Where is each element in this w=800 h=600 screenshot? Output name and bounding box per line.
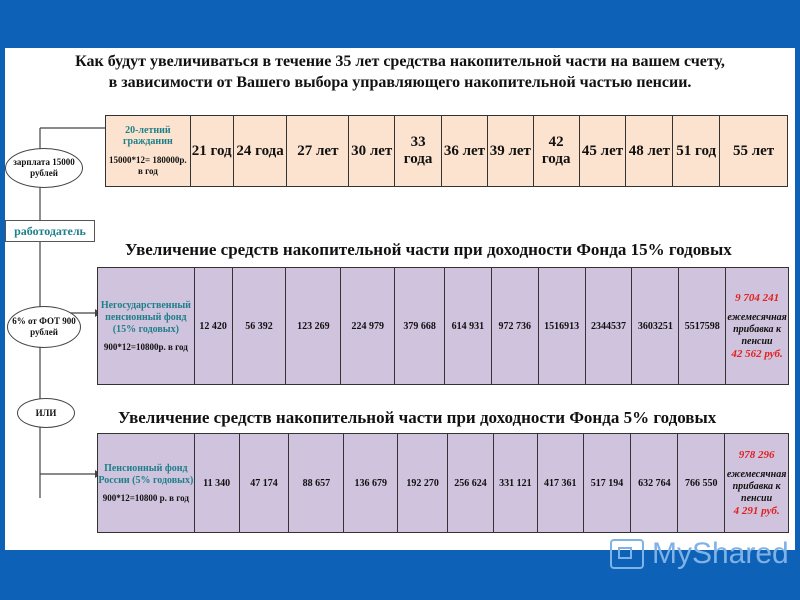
title-line-1: Как будут увеличиваться в течение 35 лет средства накопительной части на вашем счету, (75, 53, 725, 70)
npf-value-cell: 123 269 (286, 268, 341, 384)
fot-oval-text: 6% от ФОТ 900 рублей (12, 316, 76, 337)
pfr-value-cell: 136 679 (344, 434, 398, 532)
age-cell: 42 года (534, 116, 580, 186)
watermark-text: MyShared (652, 537, 789, 570)
npf-label-cell (98, 268, 195, 384)
pfr-final-text: ежемесячная прибавка к пенсии (726, 469, 787, 504)
npf-value-cell: 1516913 (539, 268, 586, 384)
pfr-sub: 900*12=10800 р. в год (102, 492, 189, 503)
header-15-percent: Увеличение средств накопительной части при доходности Фонда 15% годовых (125, 240, 732, 259)
age-row-label-cell (106, 116, 191, 186)
pfr-label: Пенсионный фонд России (5% годовых) (98, 462, 194, 486)
npf-final-total: 9 704 241 (735, 292, 780, 304)
age-cell: 27 лет (287, 116, 349, 186)
npf-value-cell: 5517598 (679, 268, 726, 384)
age-cell: 55 лет (732, 142, 775, 159)
npf-row (97, 267, 789, 385)
or-oval-text: ИЛИ (35, 407, 57, 418)
age-row-sub: 15000*12= 180000р. в год (109, 155, 187, 176)
watermark (610, 537, 789, 571)
pfr-value-cell: 256 624 (448, 434, 494, 532)
npf-label: Негосударственный пенсионный фонд (15% годовых) (100, 299, 191, 335)
slide (5, 48, 795, 550)
age-cell: 21 год (191, 116, 234, 186)
pfr-value-cell: 47 174 (240, 434, 290, 532)
age-cell: 24 года (234, 116, 288, 186)
npf-final-text: ежемесячная прибавка к пенсии (727, 312, 787, 347)
pfr-value-cell: 766 550 (678, 434, 725, 532)
npf-value-cell: 3603251 (632, 268, 679, 384)
npf-value-cell: 614 931 (445, 268, 492, 384)
age-cell: 36 лет (442, 116, 488, 186)
age-cell: 51 год (673, 116, 720, 186)
pfr-value-cell: 88 657 (289, 434, 344, 532)
pfr-value-cell: 417 361 (538, 434, 584, 532)
age-cell: 33 года (395, 116, 442, 186)
salary-oval (5, 148, 83, 188)
pfr-final-total: 978 296 (738, 449, 775, 461)
fot-oval (7, 306, 81, 348)
npf-sub: 900*12=10800р. в год (103, 341, 188, 352)
age-cell: 48 лет (626, 116, 673, 186)
pfr-final-cell (725, 434, 788, 532)
pfr-final-monthly: 4 291 руб. (733, 505, 780, 517)
npf-value-cell: 379 668 (395, 268, 445, 384)
pfr-label-cell (98, 434, 195, 532)
pfr-value-cell: 517 194 (584, 434, 632, 532)
pfr-value-cell: 11 340 (195, 434, 240, 532)
npf-final-cell (726, 268, 788, 384)
or-oval (17, 398, 75, 428)
employer-label: работодатель (5, 220, 95, 242)
npf-value-cell: 2344537 (586, 268, 633, 384)
pfr-value-cell: 632 764 (631, 434, 678, 532)
age-row-label: 20-летний гражданин (123, 125, 173, 147)
npf-final-monthly: 42 562 руб. (731, 348, 783, 360)
npf-value-cell: 972 736 (492, 268, 539, 384)
age-cell: 39 лет (488, 116, 534, 186)
pfr-row (97, 433, 789, 533)
header-5-percent: Увеличение средств накопительной части при доходности Фонда 5% годовых (118, 408, 717, 427)
title-line-2: в зависимости от Вашего выбора управляющего накопительной частью пенсии. (108, 74, 692, 91)
age-cell: 30 лет (349, 116, 395, 186)
age-cell: 45 лет (580, 116, 627, 186)
pfr-value-cell: 331 121 (494, 434, 538, 532)
pfr-value-cell: 192 270 (398, 434, 448, 532)
npf-value-cell: 224 979 (341, 268, 395, 384)
age-row (105, 115, 788, 187)
salary-oval-text: зарплата 15000 рублей (13, 157, 75, 178)
presentation-icon (610, 539, 644, 569)
npf-value-cell: 56 392 (233, 268, 287, 384)
npf-value-cell: 12 420 (195, 268, 233, 384)
